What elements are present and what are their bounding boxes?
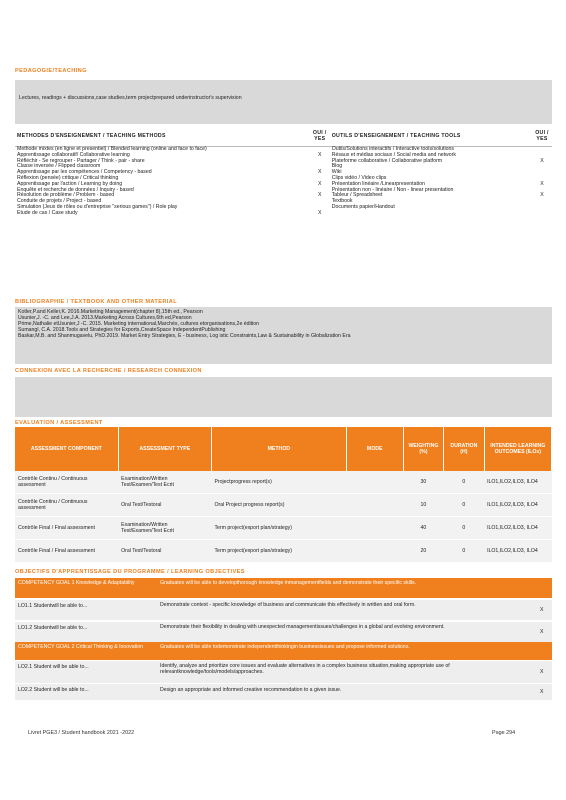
lo2-row <box>15 622 552 642</box>
method-check: X <box>317 192 322 199</box>
assessment-row <box>15 517 552 540</box>
method-cell: Simulation (Jeux de rôles ou d'entreprise "serious games") / Role play <box>17 203 178 210</box>
footer-page: Page 294 <box>492 730 516 736</box>
method-cell: Réfléchir - Se regrouper - Partager / Think - pair - share <box>17 157 145 164</box>
method-cell: Methode mixtes (en ligne et presentiel) / Blended learning (online and face to face) <box>17 146 207 152</box>
goal1-label: COMPETENCY GOAL 1 Knowledge & Adaptability <box>18 580 135 586</box>
assessment-ilo: ILO1,ILO2,ILO3, ILO4 <box>484 471 551 494</box>
goal1-text: Graduates will be able to developthorough knowledge inmanagementfields and demonstrate their specific skills. <box>160 580 417 586</box>
tool-cell <box>330 211 532 217</box>
assessment-ilo: ILO1,ILO2,ILO3, ILO4 <box>484 517 551 540</box>
bibliography-line: Sumangl, C.A. 2018.Tools and Strategies for Exports,CreateSpace IndependentPublishing <box>18 327 226 333</box>
assessment-type: Oral Test/Testoral <box>118 494 211 517</box>
assessment-row <box>15 540 552 563</box>
col-weight: WEIGHTING (%) <box>403 427 443 471</box>
lo3-row <box>15 661 552 683</box>
method-check: X <box>317 180 322 187</box>
bibliography-line: Kotler,P.and Keller,K. 2016.Marketing Management(chapter 8),15th ed., Pearson <box>18 309 203 315</box>
research-box <box>15 377 552 417</box>
lo4-text: Design an appropriate and informed creative recommendation to a given issue. <box>160 687 342 693</box>
assessment-mode <box>346 471 403 494</box>
assessment-duration: 0 <box>444 471 484 494</box>
method-cell: Classe inversée / Flipped classroom <box>17 163 101 170</box>
tool-cell: Wiki <box>331 169 342 176</box>
assessment-duration: 0 <box>444 517 484 540</box>
assessment-component: Contrôle Continu / Continuous assessment <box>15 471 118 494</box>
methods-yes-header: OUI / YES <box>310 128 330 147</box>
lo1-row <box>15 600 552 620</box>
col-component: ASSESSMENT COMPONENT <box>15 427 118 471</box>
assessment-type: Oral Test/Testoral <box>118 540 211 563</box>
bibliography-title: BIBLIOGRAPHIE / TEXTBOOK AND OTHER MATERIAL <box>15 299 178 305</box>
assessment-duration: 0 <box>444 494 484 517</box>
lo1-text: Demonstrate context - specific knowledge of business and communicate this effectively in written and oral form. <box>160 602 416 608</box>
assessment-row <box>15 471 552 494</box>
lo4-check: X <box>540 689 544 695</box>
tool-cell: Textbook <box>331 198 353 205</box>
assessment-duration: 0 <box>444 540 484 563</box>
method-cell: Réflexion (pensée) critique / Critical thinking <box>17 174 119 181</box>
assessment-mode <box>346 540 403 563</box>
assessment-type: Examination/Written Test/Examen/Test Ecrit <box>118 471 211 494</box>
tool-check: X <box>540 157 544 164</box>
method-cell: Apprentissage par les compétences / Competency - based <box>17 169 152 176</box>
lo3-text: Identify, analyze and prioritize core issues and evaluate alternatives in a complex business situation,making appropriate use of relevantknowledge/tools/models/approaches. <box>160 663 450 675</box>
method-check: X <box>317 209 322 216</box>
col-duration: DURATION (H) <box>444 427 484 471</box>
tool-check: X <box>540 192 544 199</box>
assessment-method: Term project(export plan/strategy) <box>211 540 346 563</box>
tool-cell: Présentation linéaire /Linearpresentation <box>331 180 425 187</box>
assessment-mode <box>346 494 403 517</box>
assessment-method: Projectprogress report(s) <box>211 471 346 494</box>
method-cell: Enquête et recherche de données / Inquiry - based <box>17 186 134 193</box>
objectives-title: OBJECTIFS D'APPRENTISSAGE DU PROGRAMME / LEARNING OBJECTIVES <box>15 569 245 575</box>
lo1-label: LO1.1 Studentwill be able to... <box>18 603 88 609</box>
method-cell: Apprentissage par l'action / Learning by doing <box>17 180 123 187</box>
tool-cell: Résaux et médias sociaux / Social media and network <box>331 151 456 158</box>
assessment-row <box>15 494 552 517</box>
evaluation-title: EVALUATION / ASSESSMENT <box>15 420 103 426</box>
assessment-ilo: ILO1,ILO2,ILO3, ILO4 <box>484 494 551 517</box>
teaching-methods-table <box>15 128 552 217</box>
research-title: CONNEXION AVEC LA RECHERCHE / RESEARCH CONNEXION <box>15 368 202 374</box>
lo3-label: LO2.1 Student will be able to... <box>18 664 89 670</box>
bibliography-box <box>15 307 552 364</box>
tools-yes-header: OUI / YES <box>532 128 552 147</box>
method-cell: Conduite de projets / Project - based <box>17 198 102 205</box>
assessment-type: Examination/Written Test/Examen/Test Ecrit <box>118 517 211 540</box>
tool-cell: Clips vidéo / Video clips <box>331 174 387 181</box>
bibliography-line: Prime,Nathalie etUsunier,J -C. 2015. Marketing international,Marchés, cultures etorganisations,2e édition <box>18 321 260 327</box>
assessment-component: Contrôle Final / Final assessment <box>15 517 118 540</box>
col-ilo: INTENDED LEARNING OUTCOMES (ILOs) <box>484 427 551 471</box>
lo4-label: LO2.2 Student will be able to... <box>18 687 89 693</box>
assessment-component: Contrôle Final / Final assessment <box>15 540 118 563</box>
method-cell: Résolution de problème / Problem - based <box>17 192 115 199</box>
col-method: METHOD <box>211 427 346 471</box>
method-cell: Apprentissage collaboratif/ Collaborative learning <box>17 151 130 158</box>
bibliography-line: Usunier,J. -C. and Lee,J.A. 2013.Marketing Across Cultures,6th ed,Pearson <box>18 315 192 321</box>
bibliography-line: Baskar,M.B. and Shanmugavelu, PhD.2019. Market Entry Strategies, E - business, Log istic Constraints,Law & Sustainability in Globalization Era <box>18 333 351 339</box>
goal2-label: COMPETENCY GOAL 2 Critical Thinking & Innovation <box>18 644 144 650</box>
tool-cell: Documents papier/Handout <box>331 203 395 210</box>
assessment-weight: 40 <box>403 517 443 540</box>
assessment-table <box>15 427 552 563</box>
method-cell: Etude de cas / Case study <box>17 209 78 216</box>
tool-cell: Tableur / Spreadsheet <box>331 192 383 199</box>
col-mode: MODE <box>346 427 403 471</box>
tool-cell: Outils/Solutions interactifs / Interactive tools/solutions <box>331 146 454 152</box>
lo1-check: X <box>540 607 544 613</box>
tools-header: OUTILS D'ENSEIGNEMENT / TEACHING TOOLS <box>330 128 532 147</box>
assessment-weight: 30 <box>403 471 443 494</box>
lo3-check: X <box>540 669 544 675</box>
footer-left: Livret PGE3 / Student handbook 2021 -2022 <box>28 730 135 736</box>
tool-cell: Présentation non - linéaire / Non - linear presentation <box>331 186 454 193</box>
assessment-ilo: ILO1,ILO2,ILO3, ILO4 <box>484 540 551 563</box>
tool-check <box>532 211 552 217</box>
pedagogy-title: PEDAGOGIE/TEACHING <box>15 68 87 74</box>
lo2-text: Demonstrate their flexibility in dealing with unexpected managementissues/challenges in a global and evolving environment. <box>160 624 445 630</box>
assessment-mode <box>346 517 403 540</box>
assessment-weight: 10 <box>403 494 443 517</box>
lo2-label: LO1.2 Studentwill be able to... <box>18 625 88 631</box>
methods-row <box>15 211 552 217</box>
tool-check: X <box>540 180 544 187</box>
goal1-row <box>15 578 552 598</box>
goal2-text: Graduates will be able todemonstrate independentthinkingin businessissues and propose informed solutions. <box>160 644 410 650</box>
tool-cell: Blog <box>331 163 343 170</box>
assessment-method: Oral Project progress report(s) <box>211 494 346 517</box>
methods-header: METHODES D'ENSEIGNEMENT / TEACHING METHODS <box>15 128 310 147</box>
method-check: X <box>317 151 322 158</box>
lo4-row <box>15 684 552 700</box>
tool-cell: Plateforme collaborative / Collaborative platform <box>331 157 443 164</box>
pedagogy-text: Lectures, readings + discussions,case studies,term projectprepared underinstructor's supervision <box>19 95 242 101</box>
assessment-weight: 20 <box>403 540 443 563</box>
goal2-row <box>15 642 552 660</box>
method-check: X <box>317 169 322 176</box>
pedagogy-box <box>15 80 552 124</box>
col-type: ASSESSMENT TYPE <box>118 427 211 471</box>
assessment-component: Contrôle Continu / Continuous assessment <box>15 494 118 517</box>
assessment-method: Term project(export plan/strategy) <box>211 517 346 540</box>
lo2-check: X <box>540 629 544 635</box>
